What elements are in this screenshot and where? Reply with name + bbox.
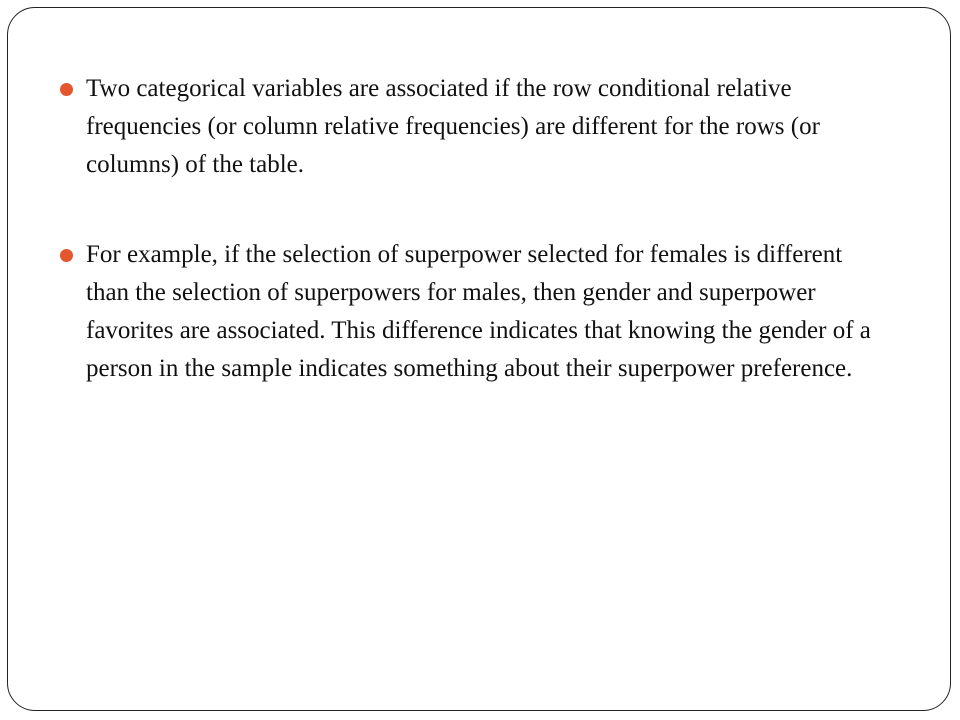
bullet-dot-icon bbox=[60, 249, 73, 262]
bullet-item-association-definition bbox=[58, 70, 888, 184]
bullet-item-superpower-example bbox=[58, 236, 888, 388]
bullet-list bbox=[58, 70, 888, 388]
slide-frame bbox=[7, 7, 951, 711]
bullet-dot-icon bbox=[60, 83, 73, 96]
bullet-text: Two categorical variables are associated if the row conditional relative frequencies (or column relative frequencies) are different for the rows (or columns) of the table. bbox=[86, 75, 820, 178]
bullet-text: For example, if the selection of superpower selected for females is different than the selection of superpowers for males, then gender and superpower favorites are associated. This difference indicates that knowing the gender of a person in the sample indicates something about their superpower preference. bbox=[86, 241, 871, 382]
